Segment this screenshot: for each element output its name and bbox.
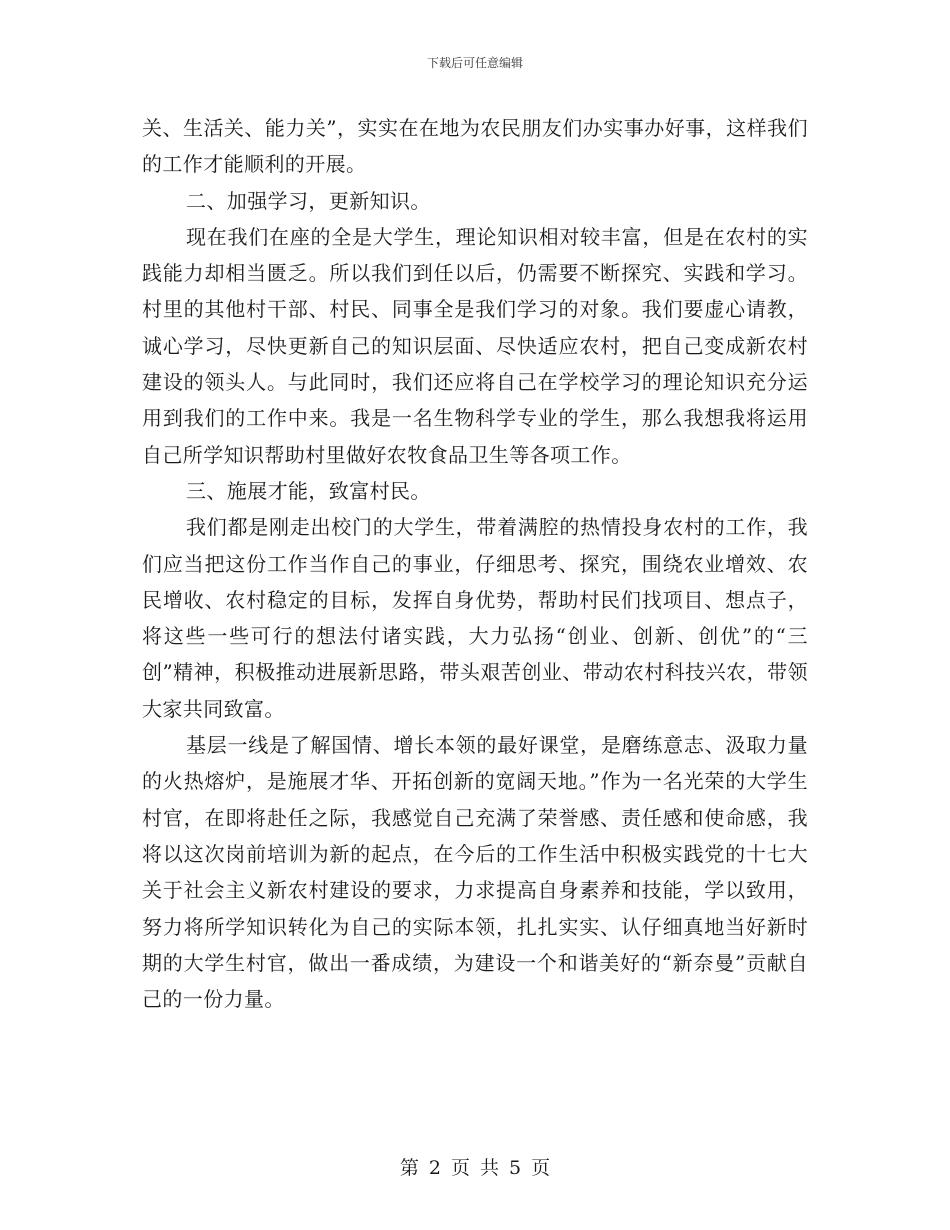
paragraph-talent: 我们都是刚走出校门的大学生，带着满腔的热情投身农村的工作，我们应当把这份工作当作自己的事业，仔细思考、探究，围绕农业增效、农民增收、农村稳定的目标，发挥自身优势，帮助村民们找项目、想点子，将这些一些可行的想法付诸实践，大力弘扬“创业、创新、创优”的“三创”精神，积极推动进展新思路，带头艰苦创业、带动农村科技兴农，带领大家共同致富。	[142, 515, 808, 721]
page-header-note: 下载后可任意编辑	[426, 56, 523, 70]
section-heading-2: 二、加强学习，更新知识。	[186, 188, 431, 213]
document-body	[142, 110, 808, 1017]
paragraph-study: 现在我们在座的全是大学生，理论知识相对较丰富，但是在农村的实践能力却相当匮乏。所以我们到任以后，仍需要不断探究、实践和学习。村里的其他村干部、村民、同事全是我们学习的对象。我们要虚心请教，诚心学习，尽快更新自己的知识层面、尽快适应农村，把自己变成新农村建设的领头人。与此同时，我们还应将自己在学校学习的理论知识充分运用到我们的工作中来。我是一名生物科学专业的学生，那么我想我将运用自己所学知识帮助村里做好农牧食品卫生等各项工作。	[142, 224, 808, 467]
page-number: 第 2 页 共 5 页	[399, 1157, 551, 1179]
paragraph-closing: 基层一线是了解国情、增长本领的最好课堂，是磨练意志、汲取力量的火热熔炉，是施展才华、开拓创新的宽阔天地。”作为一名光荣的大学生村官，在即将赴任之际，我感觉自己充满了荣誉感、责任感和使命感，我将以这次岗前培训为新的起点，在今后的工作生活中积极实践党的十七大关于社会主义新农村建设的要求，力求提高自身素养和技能，学以致用，努力将所学知识转化为自己的实际本领，扎扎实实、认仔细真地当好新时期的大学生村官，做出一番成绩，为建设一个和谐美好的“新奈曼”贡献自己的一份力量。	[142, 733, 808, 1012]
section-heading-3: 三、施展才能，致富村民。	[186, 478, 431, 503]
paragraph-continuation: 关、生活关、能力关”，实实在在地为农民朋友们办实事办好事，这样我们的工作才能顺利的开展。	[142, 116, 808, 177]
